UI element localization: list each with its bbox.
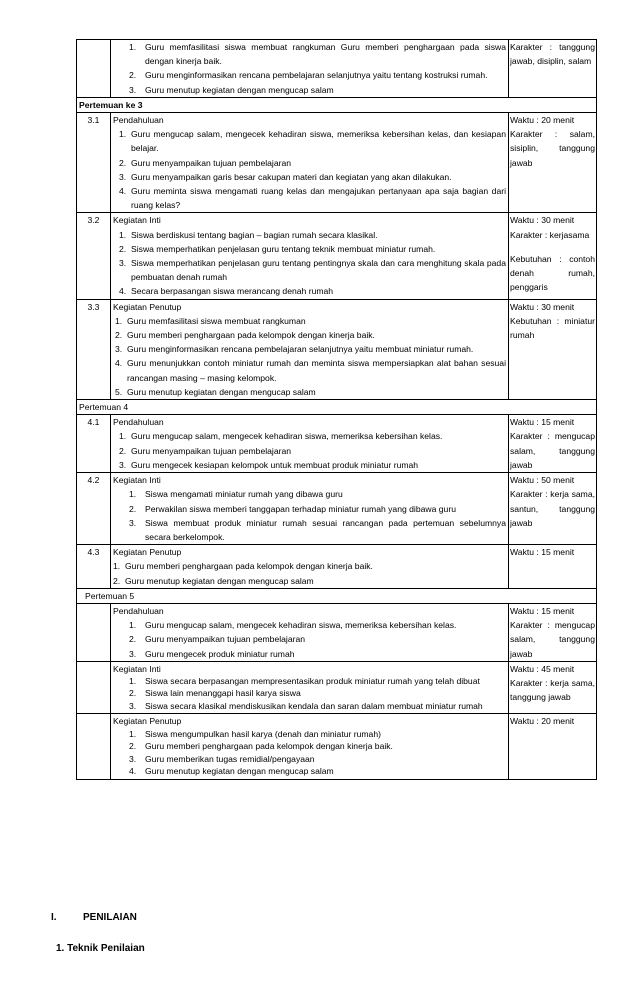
time-note: Waktu : 20 menit bbox=[510, 716, 575, 727]
list-item: 1. Siswa mengamati miniatur rumah yang dibawa guru bbox=[129, 489, 343, 500]
list-item: 3. Guru memberikan tugas remidial/pengayaan bbox=[129, 753, 315, 764]
time-note: Waktu : 50 menit bbox=[510, 475, 575, 486]
list-item: 2. Guru memberi penghargaan pada kelompok dengan kinerja baik. bbox=[115, 330, 375, 341]
number-cell: 3.1 bbox=[77, 113, 111, 213]
notes-cell bbox=[509, 603, 597, 661]
list-item: 1. Siswa mengumpulkan hasil karya (denah dan miniatur rumah) bbox=[129, 728, 381, 739]
list-item: 3. Siswa membuat produk miniatur rumah sesuai rancangan pada pertemuan sebelumnya secara berkelompok. bbox=[129, 517, 506, 542]
activity-heading: Kegiatan Inti bbox=[113, 475, 161, 486]
list-item: 3. Guru menyampaikan garis besar cakupan materi dan kegiatan yang akan dilakukan. bbox=[119, 171, 452, 182]
section-row bbox=[77, 97, 597, 112]
activity-cell bbox=[111, 473, 509, 545]
table-row bbox=[77, 661, 597, 714]
list-item: 2. Guru menyampaikan tujuan pembelajaran bbox=[119, 445, 292, 456]
notes-cell bbox=[509, 213, 597, 299]
character-note: Karakter : salam, sisiplin, tanggung jawab bbox=[510, 129, 595, 168]
notes-cell bbox=[509, 661, 597, 714]
section-title: Pertemuan 4 bbox=[77, 400, 597, 415]
list-item: 3. Guru mengecek kesiapan kelompok untuk membuat produk miniatur rumah bbox=[119, 459, 419, 470]
activity-heading: Pendahuluan bbox=[113, 115, 164, 126]
table-row bbox=[77, 40, 597, 98]
list-item: 1. Guru mengucap salam, mengecek kehadiran siswa, memeriksa kebersihan kelas. bbox=[119, 431, 443, 442]
list-item: 2. Guru menginformasikan rencana pembelajaran selanjutnya yaitu tentang kostruksi rumah. bbox=[129, 70, 488, 81]
time-note: Waktu : 30 menit bbox=[510, 215, 575, 226]
notes-cell bbox=[509, 113, 597, 213]
time-note: Waktu : 20 menit bbox=[510, 115, 575, 126]
list-item: 2. Guru memberi penghargaan pada kelompok dengan kinerja baik. bbox=[129, 741, 393, 752]
notes-cell bbox=[509, 299, 597, 399]
section-number: I. bbox=[51, 912, 57, 923]
character-note: Karakter : mengucap salam, tanggung jawab bbox=[510, 620, 595, 659]
activity-heading: Kegiatan Inti bbox=[113, 663, 161, 674]
number-cell: 3.3 bbox=[77, 299, 111, 399]
number-cell bbox=[77, 714, 111, 779]
number-cell bbox=[77, 40, 111, 98]
section-row bbox=[77, 400, 597, 415]
table-row bbox=[77, 415, 597, 473]
character-note: Karakter : kerja sama, tanggung jawab bbox=[510, 677, 595, 703]
character-note: Karakter : kerja sama, santun, tanggung jawab bbox=[510, 489, 595, 528]
list-item: 3. Siswa memperhatikan penjelasan guru tentang pentingnya skala dan cara menghitung skala pada pembuatan denah rumah bbox=[119, 258, 506, 283]
number-cell: 4.3 bbox=[77, 545, 111, 589]
list-item: 2. Guru menyampaikan tujuan pembelajaran bbox=[129, 634, 306, 645]
table-row bbox=[77, 603, 597, 661]
list-item: 2. Guru menyampaikan tujuan pembelajaran bbox=[119, 157, 292, 168]
list-item: 1. Guru mengucap salam, mengecek kehadiran siswa, memeriksa kebersihan kelas. bbox=[129, 620, 457, 631]
activity-cell bbox=[111, 299, 509, 399]
list-item: 2. Siswa memperhatikan penjelasan guru tentang teknik membuat miniatur rumah. bbox=[119, 243, 436, 254]
activity-cell bbox=[111, 545, 509, 589]
time-note: Waktu : 45 menit bbox=[510, 663, 575, 674]
list-item: 3. Guru mengecek produk miniatur rumah bbox=[129, 648, 295, 659]
time-note: Waktu : 15 menit bbox=[510, 417, 575, 428]
activity-heading: Kegiatan Penutup bbox=[113, 716, 182, 727]
number-cell: 4.1 bbox=[77, 415, 111, 473]
activity-cell bbox=[111, 714, 509, 779]
lesson-plan-table bbox=[76, 39, 597, 780]
activity-cell bbox=[111, 661, 509, 714]
list-item: 1. Guru memberi penghargaan pada kelompok dengan kinerja baik. bbox=[113, 561, 373, 572]
notes-cell: Karakter : tanggung jawab, disiplin, salam bbox=[509, 40, 597, 98]
number-cell: 4.2 bbox=[77, 473, 111, 545]
list-item: 1. Siswa secara berpasangan mempresentasikan produk miniatur rumah yang telah dibuat bbox=[129, 675, 480, 686]
section-title: Pertemuan ke 3 bbox=[77, 97, 597, 112]
list-item: 5. Guru menutup kegiatan dengan mengucap salam bbox=[115, 386, 316, 397]
table-row bbox=[77, 299, 597, 399]
list-item: 2. Siswa lain menanggapi hasil karya siswa bbox=[129, 688, 301, 699]
character-note: Karakter : kerjasama bbox=[510, 229, 590, 240]
notes-cell bbox=[509, 473, 597, 545]
list-item: 1. Siswa berdiskusi tentang bagian – bagian rumah secara klasikal. bbox=[119, 229, 378, 240]
activity-cell bbox=[111, 213, 509, 299]
table-row bbox=[77, 113, 597, 213]
list-item: 4. Secara berpasangan siswa merancang denah rumah bbox=[119, 286, 334, 297]
section-heading bbox=[51, 912, 137, 923]
character-note: Karakter : mengucap salam, tanggung jawab bbox=[510, 431, 595, 470]
list-item: 4. Guru meminta siswa mengamati ruang kelas dan mengajukan pertanyaan apa saja bagian dari ruang kelas? bbox=[119, 186, 506, 211]
activity-heading: Kegiatan Penutup bbox=[113, 301, 182, 312]
list-item: 1. Guru memfasilitasi siswa membuat rangkuman Guru memberi penghargaan pada siswa dengan kinerja baik. bbox=[129, 42, 506, 67]
list-item: 3. Siswa secara klasikal mendiskusikan kendala dan saran dalam membuat miniatur rumah bbox=[129, 700, 483, 711]
time-note: Waktu : 15 menit bbox=[510, 547, 575, 558]
needs-note: Kebutuhan : miniatur rumah bbox=[510, 315, 595, 341]
list-item: 3. Guru menutup kegiatan dengan mengucap salam bbox=[129, 84, 334, 95]
table-row bbox=[77, 714, 597, 779]
table-row bbox=[77, 473, 597, 545]
number-cell: 3.2 bbox=[77, 213, 111, 299]
activity-heading: Pendahuluan bbox=[113, 605, 164, 616]
section-row bbox=[77, 588, 597, 603]
activity-cell bbox=[111, 415, 509, 473]
subsection-heading: 1. Teknik Penilaian bbox=[56, 943, 145, 954]
notes-cell bbox=[509, 415, 597, 473]
number-cell bbox=[77, 661, 111, 714]
activity-cell bbox=[111, 113, 509, 213]
list-item: 4. Guru menunjukkan contoh miniatur rumah dan meminta siswa mempersiapkan alat bahan sesuai rancangan masing – masing kelompok. bbox=[115, 358, 506, 383]
notes-cell bbox=[509, 714, 597, 779]
section-title: Pertemuan 5 bbox=[77, 588, 597, 603]
table-row bbox=[77, 545, 597, 589]
time-note: Waktu : 30 menit bbox=[510, 301, 575, 312]
list-item: 1. Guru memfasilitasi siswa membuat rangkuman bbox=[115, 315, 306, 326]
document-body bbox=[76, 39, 596, 780]
list-item: 2. Perwakilan siswa memberi tanggapan terhadap miniatur rumah yang dibawa guru bbox=[129, 503, 456, 514]
list-item: 2. Guru menutup kegiatan dengan mengucap salam bbox=[113, 575, 314, 586]
notes-cell bbox=[509, 545, 597, 589]
activity-cell bbox=[111, 40, 509, 98]
section-title: PENILAIAN bbox=[83, 912, 137, 923]
time-note: Waktu : 15 menit bbox=[510, 605, 575, 616]
needs-note: Kebutuhan : contoh denah rumah, penggaris bbox=[510, 253, 595, 293]
number-cell bbox=[77, 603, 111, 661]
list-item: 3. Guru menginformasikan rencana pembelajaran selanjutnya yaitu membuat miniatur rumah. bbox=[115, 344, 474, 355]
activity-heading: Kegiatan Inti bbox=[113, 215, 161, 226]
activity-heading: Pendahuluan bbox=[113, 417, 164, 428]
table-row bbox=[77, 213, 597, 299]
activity-heading: Kegiatan Penutup bbox=[113, 547, 182, 558]
list-item: 4. Guru menutup kegiatan dengan mengucap salam bbox=[129, 766, 334, 777]
list-item: 1. Guru mengucap salam, mengecek kehadiran siswa, memeriksa kebersihan kelas, dan kesiapan belajar. bbox=[119, 129, 506, 154]
activity-cell bbox=[111, 603, 509, 661]
